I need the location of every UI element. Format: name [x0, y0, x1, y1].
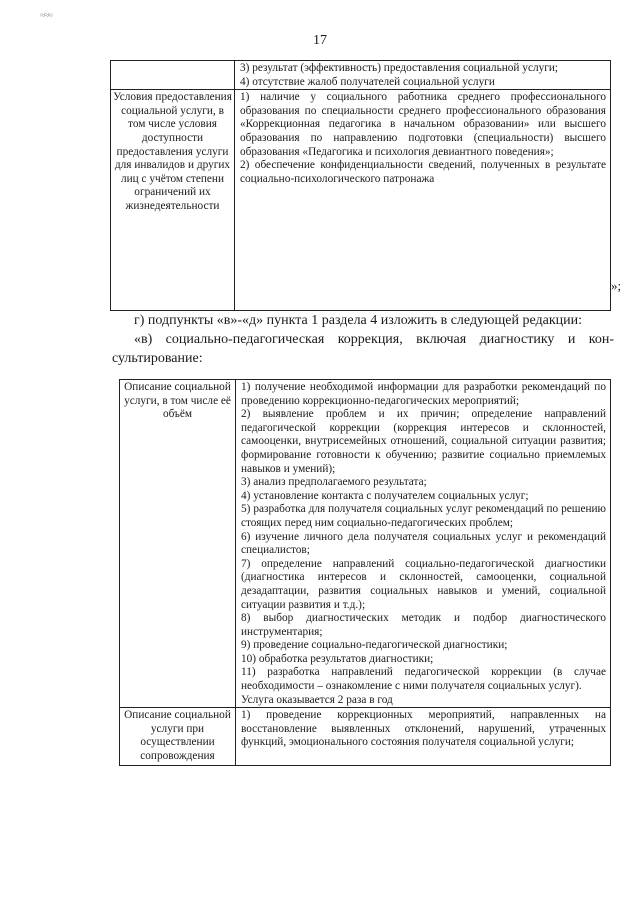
- list-item: 9) проведение социально-педагогической диагностики;: [241, 639, 508, 652]
- criterion-cell: Описание социальной услуги, в том числе её объём: [120, 380, 236, 708]
- table-row: [111, 61, 611, 90]
- list-item: 5) разработка для получателя социальных услуг рекомендаций по решению стоящих перед ним социально-педагогических проблем;: [241, 503, 606, 529]
- corner-mark: ≈≈≈: [40, 10, 52, 20]
- list-item: 4) установление контакта с получателем социальных услуг;: [241, 489, 529, 502]
- list-item: 2) выявление проблем и их причин; определение направлений педагогической коррекции (коррекция интересов и склонностей, самооценки, внутрисемейных отношений, социальной ситуации развития; формирование готовности к обучению; развитие социально приемлемых навыков и умений);: [241, 408, 606, 475]
- section-heading: «в) социально-педагогическая коррекция, включая диагностику и кон-: [134, 332, 614, 347]
- list-item: 7) определение направлений социально-педагогической диагностики (диагностика интересов и склонностей, самооценки, социальной дезадаптации, развития социальных навыков и умений, социальной ситуации развития и т.д.);: [241, 557, 606, 611]
- list-item: 6) изучение личного дела получателя социальных услуг и рекомендаций специалистов;: [241, 530, 606, 557]
- list-item: 2) обеспечение конфиденциальности сведений, полученных в результате социально-психологического патронажа: [240, 159, 606, 185]
- criterion-cell: Условия предоставления социальной услуги, в том числе условия доступности предоставления услуги для инвалидов и других лиц с учётом степени ограничений их жизнедеятельности: [111, 90, 235, 311]
- list-item: 11) разработка направлений педагогической коррекции (в случае необходимости – ознакомление с ними получателя социальных услуг).: [241, 666, 606, 693]
- criterion-cell: Описание социальной услуги при осуществлении сопровождения: [120, 708, 236, 765]
- list-item: 10) обработка результатов диагностики;: [241, 652, 434, 665]
- page-number: 17: [313, 33, 327, 48]
- services-table-main: [119, 379, 611, 766]
- list-item: 1) получение необходимой информации для разработки рекомендаций по проведению коррекционно-педагогических мероприятий;: [241, 381, 606, 407]
- table-row: [111, 90, 611, 311]
- list-item: Услуга оказывается 2 раза в год: [241, 693, 393, 706]
- content-cell: [235, 61, 611, 90]
- table-row: [120, 380, 611, 708]
- amendment-paragraph: г) подпункты «в»-«д» пункта 1 раздела 4 изложить в следующей редакции:: [134, 313, 583, 328]
- content-cell: [236, 708, 611, 765]
- criterion-cell: [111, 61, 235, 90]
- list-item: 4) отсутствие жалоб получателей социальной услуги: [240, 75, 495, 88]
- services-table-top: [110, 60, 611, 311]
- list-item: 1) проведение коррекционных мероприятий, направленных на восстановление выявленных отклонений, нарушений, утраченных функций, эмоционального состояния получателя социальной услуги;: [241, 709, 606, 749]
- list-item: 8) выбор диагностических методик и подбор диагностического инструментария;: [241, 612, 606, 638]
- section-heading-continued: сультирование:: [112, 351, 203, 366]
- table-row: [120, 708, 611, 765]
- closing-quote: »;: [611, 278, 622, 293]
- content-cell: [236, 380, 611, 708]
- list-item: 3) анализ предполагаемого результата;: [241, 476, 427, 489]
- content-cell: [235, 90, 611, 311]
- list-item: 1) наличие у социального работника среднего профессионального образования по специальности среднего профессионального образования «Коррекционная педагогика в начальном образовании» или высшего образования по направлению подготовки (специальности) высшего образования «Педагогика и психология девиантного поведения»;: [240, 91, 606, 158]
- list-item: 3) результат (эффективность) предоставления социальной услуги;: [240, 62, 559, 74]
